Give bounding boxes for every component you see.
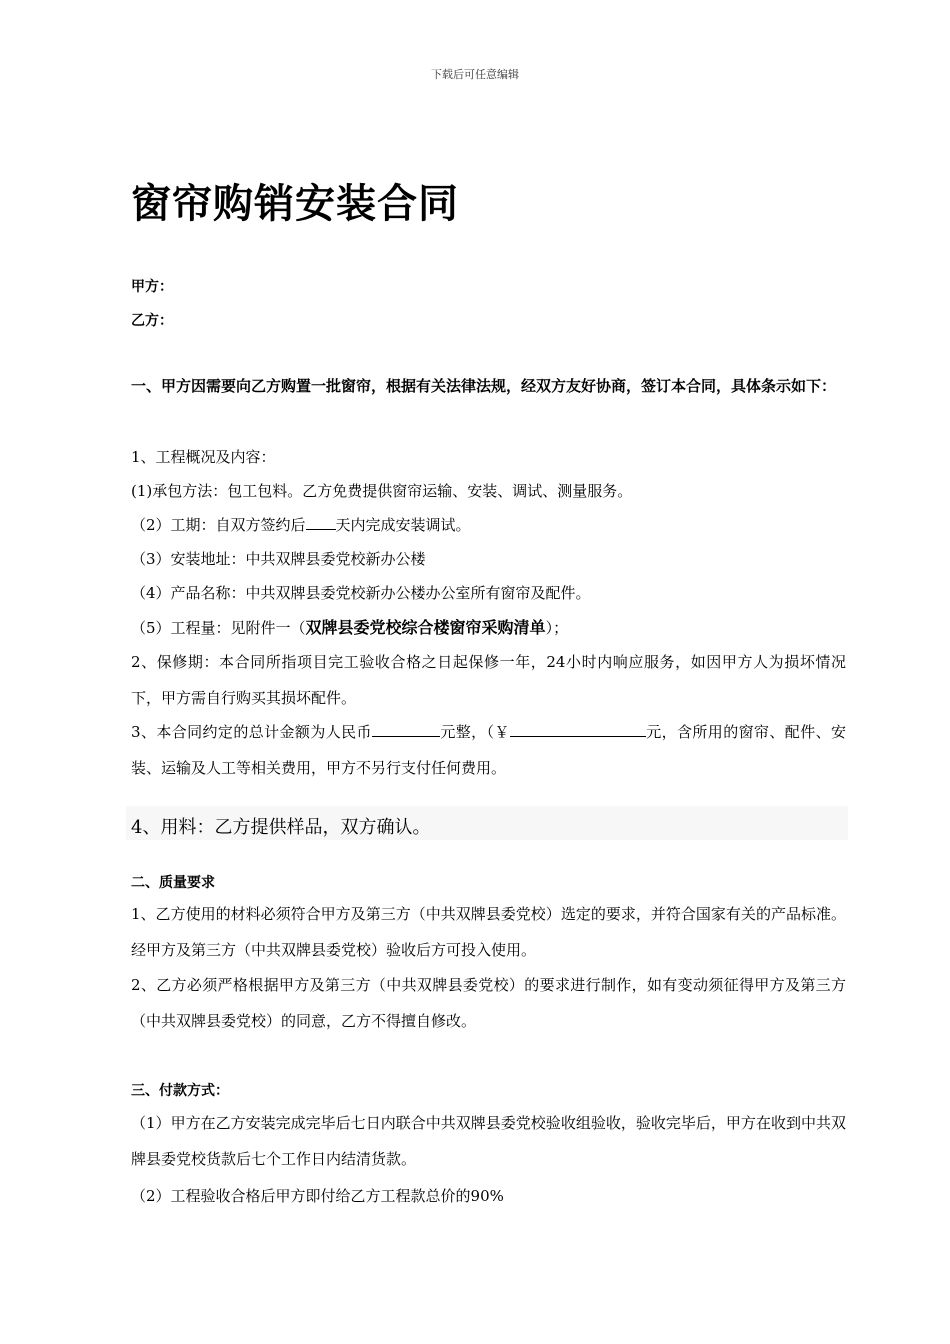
section2-heading: 二、质量要求 <box>131 875 215 891</box>
section1-item1-1: (1)承包方法：包工包料。乙方免费提供窗帘运输、安装、调试、测量服务。 <box>131 482 633 500</box>
section3-item2: （2）工程验收合格后甲方即付给乙方工程款总价的90% <box>131 1187 504 1205</box>
item3-suffix: 元，含所用的窗帘、配件、安装、运输及人工等相关费用，甲方不另行支付任何费用。 <box>131 723 846 777</box>
days-blank[interactable] <box>306 515 336 530</box>
section1-item1-3: （3）安装地址：中共双牌县委党校新办公楼 <box>131 550 426 568</box>
party-a-label: 甲方： <box>131 279 173 295</box>
amount-num-blank[interactable] <box>510 722 646 737</box>
item3-mid: 元整，（￥ <box>439 723 510 741</box>
section1-item1-4: （4）产品名称：中共双牌县委党校新办公楼办公室所有窗帘及配件。 <box>131 584 591 602</box>
section2-item2: 2、乙方必须严格根据甲方及第三方（中共双牌县委党校）的要求进行制作，如有变动须征得甲方及第三方（中共双牌县委党校）的同意，乙方不得擅自修改。 <box>131 976 846 1030</box>
section3-heading: 三、付款方式： <box>131 1083 229 1099</box>
item1-2-prefix: （2）工期：自双方签约后 <box>131 516 306 534</box>
item3-prefix: 3、本合同约定的总计金额为人民币 <box>131 723 372 741</box>
document-title: 窗帘购销安装合同 <box>131 181 459 227</box>
section1-item2: 2、保修期：本合同所指项目完工验收合格之日起保修一年，24小时内响应服务，如因甲方人为损坏情况下，甲方需自行购买其损坏配件。 <box>131 653 846 707</box>
section1-item4: 4、用料：乙方提供样品，双方确认。 <box>131 817 431 838</box>
section1-item3 <box>131 714 846 786</box>
section1-item1-5 <box>131 615 568 638</box>
header-note: 下载后可任意编辑 <box>431 68 519 81</box>
item1-5-prefix: （5）工程量：见附件一（ <box>131 619 306 637</box>
section3-item1: （1）甲方在乙方安装完成完毕后七日内联合中共双牌县委党校验收组验收，验收完毕后，甲方在收到中共双牌县委党校货款后七个工作日内结清货款。 <box>131 1114 846 1168</box>
section1-heading: 一、甲方因需要向乙方购置一批窗帘，根据有关法律法规，经双方友好协商，签订本合同，具体条示如下： <box>131 377 837 395</box>
item1-2-suffix: 天内完成安装调试。 <box>335 516 471 534</box>
item1-5-suffix: ）； <box>545 619 569 637</box>
section2-item1: 1、乙方使用的材料必须符合甲方及第三方（中共双牌县委党校）选定的要求，并符合国家有关的产品标准。经甲方及第三方（中共双牌县委党校）验收后方可投入使用。 <box>131 905 846 959</box>
section1-item1: 1、工程概况及内容： <box>131 448 276 466</box>
party-b-label: 乙方： <box>131 313 173 329</box>
amount-cn-blank[interactable] <box>372 722 440 737</box>
section1-item1-2 <box>131 514 471 535</box>
attachment-name: 双牌县委党校综合楼窗帘采购清单 <box>305 618 546 637</box>
